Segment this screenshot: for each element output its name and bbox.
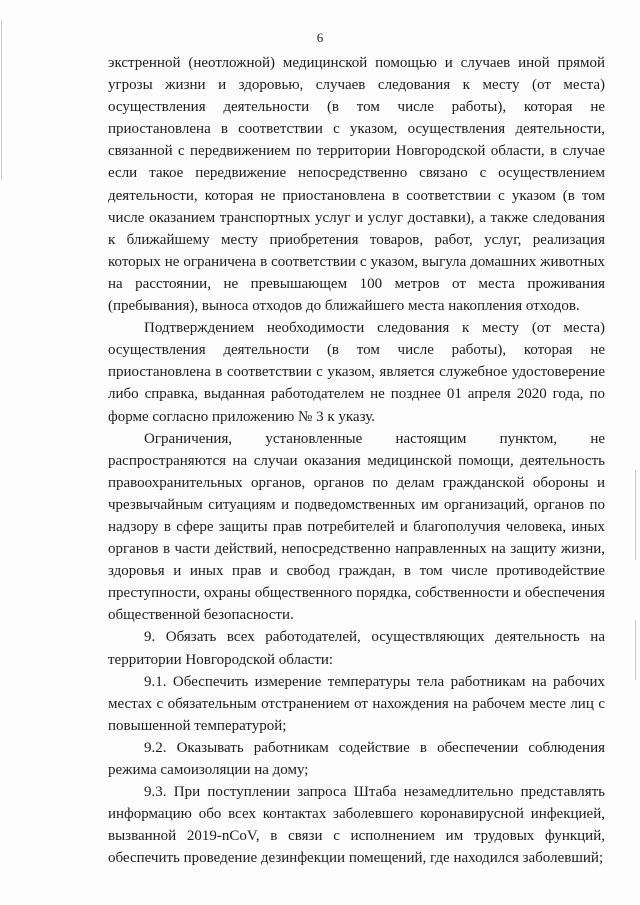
paragraph-item-9-1: 9.1. Обеспечить измерение температуры тела работникам на рабочих местах с обязательным отстранением от нахождения на рабочем месте лиц с повышенной температурой;: [108, 673, 605, 734]
paragraph-restrictions-exceptions: Ограничения, установленные настоящим пунктом, не распространяются на случаи оказания медицинской помощи, деятельность правоохранительных органов, органов по делам гражданской обороны и чрезвычайным ситуациям и подведомственных им организаций, органов по надзору в сфере защиты прав потребителей и благополучия человека, иных органов в части действий, непосредственно направленных на защиту жизни, здоровья и иных прав и свобод граждан, в том числе противодействие преступности, охраны общественного порядка, собственности и обеспечения общественной безопасности.: [108, 430, 605, 624]
scan-edge-mark: [635, 470, 636, 560]
paragraph-confirmation: Подтверждением необходимости следования к месту (от места) осуществления деятельности (в том числе работы), которая не приостановлена в соответствии с указом, является служебное удостоверение либо справка, выданная работодателем не позднее 01 апреля 2020 года, по форме согласно приложению № 3 к указу.: [108, 320, 605, 425]
paragraph-continuation: экстренной (неотложной) медицинской помощью и случаев иной прямой угрозы жизни и здоровью, случаев следования к месту (от места) осуществления деятельности (в том числе работы), которая не приостановлена в соответствии с указом, осуществления деятельности, связанной с передвижением по территории Новгородской области, в случае если такое передвижение непосредственно связано с осуществлением деятельности, которая не приостановлена в соответствии с указом (в том числе оказанием транспортных услуг и услуг доставки), а также следования к ближайшему месту приобретения товаров, работ, услуг, реализация которых не ограничена в соответствии с указом, выгула домашних животных на расстоянии, не превышающем 100 метров от места проживания (пребывания), выноса отходов до ближайшего места накопления отходов.: [108, 55, 605, 315]
scan-edge-mark: [635, 620, 636, 680]
page-number: 6: [316, 30, 324, 45]
paragraph-item-9: 9. Обязать всех работодателей, осуществляющих деятельность на территории Новгородской области:: [108, 629, 605, 668]
paragraph-item-9-2: 9.2. Оказывать работникам содействие в обеспечении соблюдения режима самоизоляции на дому;: [108, 739, 605, 778]
paragraph-item-9-3: 9.3. При поступлении запроса Штаба незамедлительно представлять информацию обо всех контактах заболевшего коронавирусной инфекцией, вызванной 2019-nCoV, в связи с исполнением им трудовых функций, обеспечить проведение дезинфекции помещений, где находился заболевший;: [108, 784, 605, 867]
document-body: [108, 52, 605, 869]
